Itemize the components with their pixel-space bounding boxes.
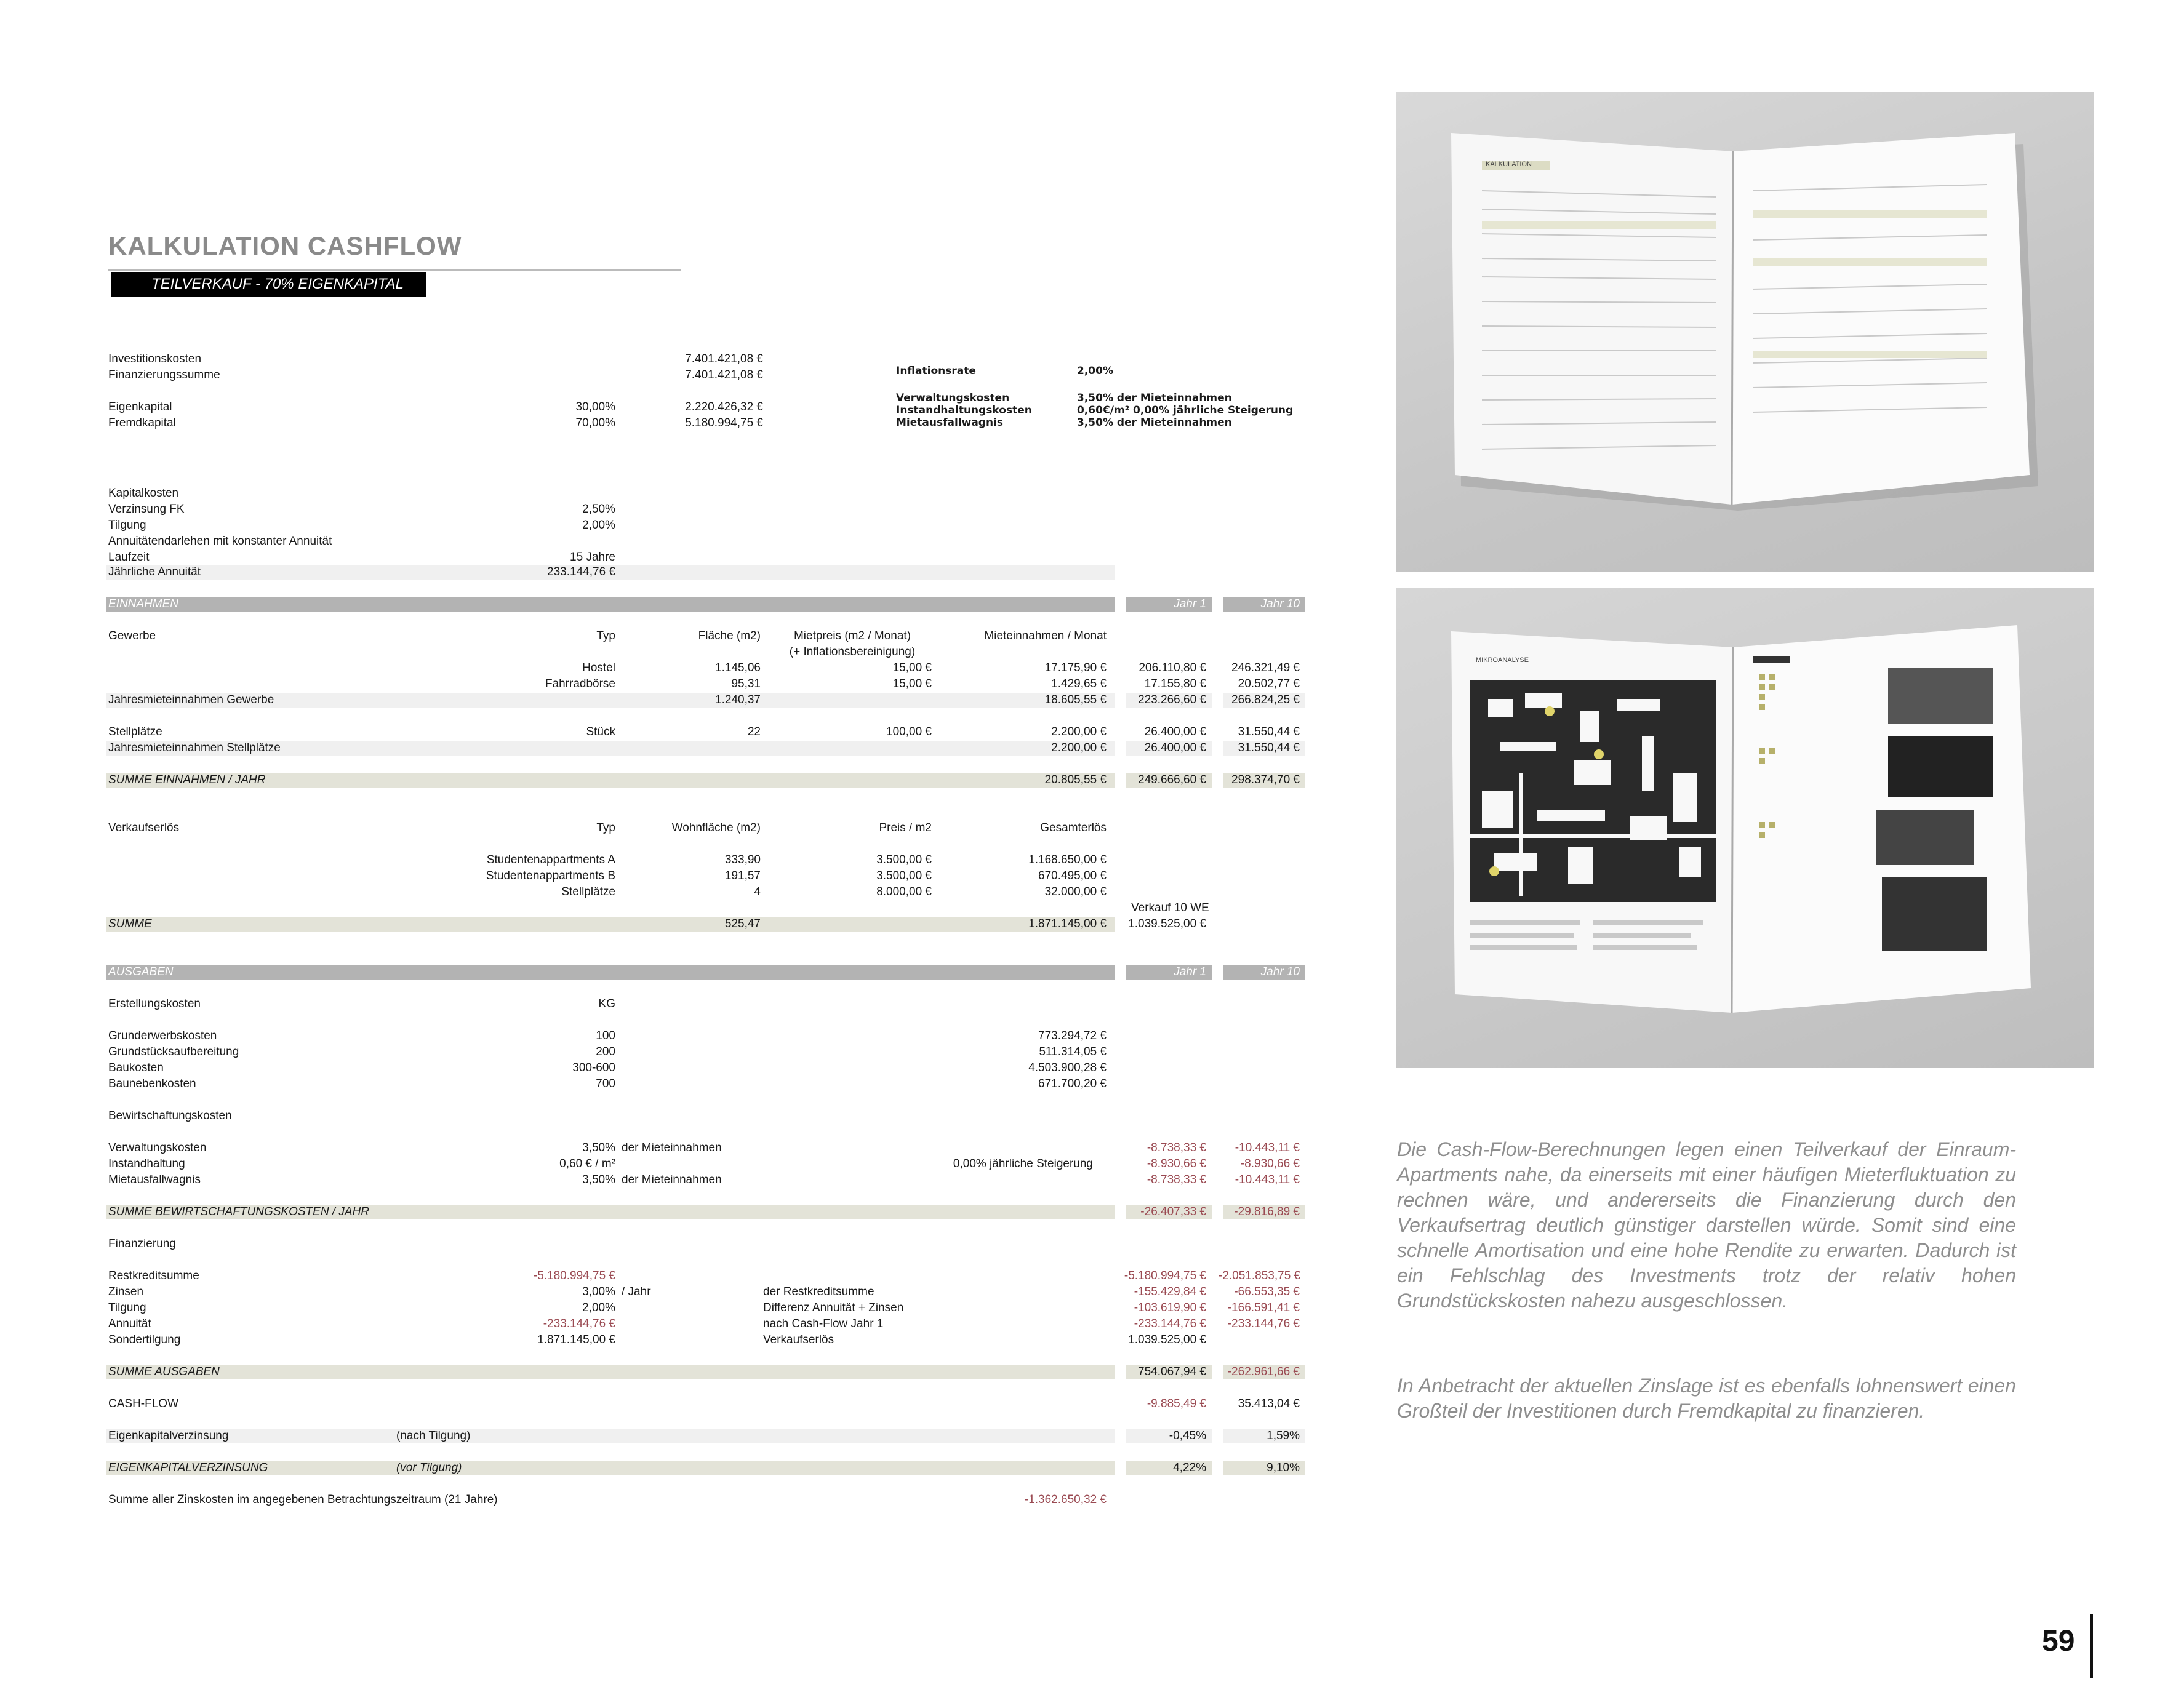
bewirt-row-jahr1: -8.738,33 € [1147,1173,1206,1186]
inflation-label: Inflationsrate [896,365,976,377]
booklet-map-illustration [1396,588,2094,1068]
stellplaetze-jahr10: 31.550,44 € [1238,725,1300,738]
row-jahr1: 206.110,80 € [1139,661,1206,674]
page-title: KALKULATION CASHFLOW [108,231,462,260]
row-jahr1: 17.155,80 € [1144,677,1206,690]
ausgaben-header-bar [106,965,1115,980]
jahrliche-annuitaet-label: Jährliche Annuität [108,565,201,578]
stellplaetze-anzahl: 22 [747,725,761,738]
laufzeit-value: 15 Jahre [570,551,615,564]
verkauf-label: Verkaufserlös [108,821,180,834]
erstellung-row-kg: 200 [596,1045,615,1058]
erstellung-row-value: 773.294,72 € [1038,1029,1107,1042]
zinsen-jahr10: -66.553,35 € [1234,1285,1300,1298]
fremdkapital-value: 5.180.994,75 € [685,417,763,429]
row-monat: 1.429,65 € [1051,677,1107,690]
erstellung-row-value: 511.314,05 € [1039,1045,1107,1058]
jahrliche-annuitaet-value: 233.144,76 € [547,565,615,578]
jm-stell-label: Jahresmieteinnahmen Stellplätze [108,741,281,754]
verkauf-row-preis: 8.000,00 € [876,885,932,898]
jm-stell-monat: 2.200,00 € [1051,741,1107,754]
verkauf-row-typ: Studentenappartments A [486,853,615,866]
erstellung-label: Erstellungskosten [108,997,201,1010]
bewirt-row-jahr10: -8.930,66 € [1240,1157,1300,1170]
stellplaetze-label: Stellplätze [108,725,162,738]
tilgung-label: Tilgung [108,519,146,532]
booklet-illustration [1396,92,2094,572]
booklet-photo-mikroanalyse [1396,588,2094,1068]
sondertilgung-value: 1.871.145,00 € [537,1333,615,1346]
einnahmen-header: EINNAHMEN [108,597,179,610]
verkauf-row-gesamt: 670.495,00 € [1038,869,1107,882]
zinskosten-label: Summe aller Zinskosten im angegebenen Betrachtungszeitraum (21 Jahre) [108,1493,498,1506]
jm-stell-jahr10: 31.550,44 € [1238,741,1300,754]
verkauf-row-gesamt: 1.168.650,00 € [1028,853,1107,866]
col-flaeche: Fläche (m2) [698,629,761,642]
title-divider [108,269,681,271]
stellplaetze-preis: 100,00 € [886,725,932,738]
cashflow-jahr1: -9.885,49 € [1147,1397,1206,1410]
annuitaet-fin-note: nach Cash-Flow Jahr 1 [763,1317,884,1330]
finanzierung-label: Finanzierung [108,1237,176,1250]
zinsen-jahr1: -155.429,84 € [1134,1285,1206,1298]
jm-gewerbe-monat: 18.605,55 € [1044,693,1107,706]
eigenkapital-label: Eigenkapital [108,401,172,413]
row-highlight [106,1429,1115,1443]
verkauf-row-gesamt: 32.000,00 € [1044,885,1107,898]
page-number-divider [2090,1614,2093,1678]
ekv2-jahr1: 4,22% [1173,1461,1206,1474]
row-jahr10: 20.502,77 € [1238,677,1300,690]
row-jahr10: 246.321,49 € [1231,661,1300,674]
annuitaet-fin-jahr1: -233.144,76 € [1134,1317,1206,1330]
erstellung-row-value: 4.503.900,28 € [1028,1061,1107,1074]
jahr10-header: Jahr 10 [1260,597,1300,610]
verkauf-col-typ: Typ [596,821,615,834]
zinsen-note: der Restkreditsumme [763,1285,874,1298]
ekv2-jahr10: 9,10% [1267,1461,1300,1474]
verkauf-row-flaeche: 333,90 [724,853,761,866]
verkauf-summe-verkauf10: 1.039.525,00 € [1128,917,1206,930]
einnahmen-header-bar [106,597,1115,612]
fremdkapital-pct: 70,00% [575,417,615,429]
row-flaeche: 1.145,06 [715,661,761,674]
investitionskosten-label: Investitionskosten [108,353,202,365]
erstellung-row-label: Baukosten [108,1061,164,1074]
annuitaet-label: Annuitätendarlehen mit konstanter Annuität [108,535,332,548]
row-mietpreis: 15,00 € [892,677,932,690]
sondertilgung-note: Verkaufserlös [763,1333,834,1346]
jm-gewerbe-jahr1: 223.266,60 € [1138,693,1206,706]
jahr10-header: Jahr 10 [1260,965,1300,978]
page-number: 59 [2042,1625,2075,1658]
finanzierungssumme-value: 7.401.421,08 € [685,369,763,381]
instandhaltung-rate-value: 0,60€/m² 0,00% jährliche Steigerung [1077,404,1294,417]
annuitaet-fin-label: Annuität [108,1317,151,1330]
jm-gewerbe-jahr10: 266.824,25 € [1231,693,1300,706]
sondertilgung-label: Sondertilgung [108,1333,181,1346]
summe-bewirt-jahr10: -29.816,89 € [1234,1205,1300,1218]
description-paragraph-2: In Anbetracht der aktuellen Zinslage ist es ebenfalls lohnenswert einen Großteil der Investitionen durch Fremdkapital zu finanzieren. [1397,1375,2016,1422]
description-paragraph-1: Die Cash-Flow-Berechnungen legen einen Teilverkauf der Einraum-Apartments nahe, da einerseits mit einer häufigen Mieterfluktuation zu rechnen wäre, und andererseits die Finanzierung durch den Verkaufsertrag deutlich günstiger darstellen würde. Somit sind eine schnelle Amortisation und eine hohe Rendite zu erwarten. Dadurch ist ein Fehlschlag des Investments trotz der relativ hohen Grundstückskosten nahezu ausgeschlossen. [1397,1138,2016,1312]
tilgung-fin-note: Differenz Annuität + Zinsen [763,1301,904,1314]
bewirt-row-rate: 3,50% [582,1173,615,1186]
bewirt-row-jahr10: -10.443,11 € [1235,1141,1300,1154]
restkredit-value: -5.180.994,75 € [533,1269,615,1282]
booklet-map-heading: MIKROANALYSE [1476,656,1529,664]
eigenkapital-pct: 30,00% [575,401,615,413]
row-mietpreis: 15,00 € [892,661,932,674]
verkauf-summe-label: SUMME [108,917,152,930]
mietausfall-rate-label: Mietausfallwagnis [896,417,1004,429]
bewirt-row-rate: 3,50% [582,1141,615,1154]
bewirt-row-jahr1: -8.930,66 € [1147,1157,1206,1170]
col-mietpreis: Mietpreis (m2 / Monat) [793,629,911,642]
subtitle-banner: TEILVERKAUF - 70% EIGENKAPITAL [111,272,426,297]
tilgung-fin-jahr10: -166.591,41 € [1227,1301,1300,1314]
bewirt-row-label: Instandhaltung [108,1157,185,1170]
summe-ausgaben-jahr10: -262.961,66 € [1227,1365,1300,1378]
mietausfall-rate-value: 3,50% der Mieteinnahmen [1077,417,1232,429]
gewerbe-label: Gewerbe [108,629,156,642]
bewirt-row-unit: der Mieteinnahmen [622,1173,722,1186]
annuitaet-fin-jahr10: -233.144,76 € [1227,1317,1300,1330]
jm-stell-jahr1: 26.400,00 € [1144,741,1206,754]
summe-einnahmen-monat: 20.805,55 € [1044,773,1107,786]
stellplaetze-typ: Stück [586,725,615,738]
booklet-heading: KALKULATION [1486,161,1532,168]
laufzeit-label: Laufzeit [108,551,150,564]
fremdkapital-label: Fremdkapital [108,417,176,429]
jm-gewerbe-label: Jahresmieteinnahmen Gewerbe [108,693,274,706]
verkauf10-label: Verkauf 10 WE [1131,901,1209,914]
col-mietpreis-sub: (+ Inflationsbereinigung) [789,645,916,658]
row-flaeche: 95,31 [731,677,761,690]
verkauf-row-preis: 3.500,00 € [876,853,932,866]
verkauf-col-wohnflaeche: Wohnfläche (m2) [671,821,761,834]
restkredit-jahr10: -2.051.853,75 € [1219,1269,1301,1282]
tilgung-fin-label: Tilgung [108,1301,146,1314]
cashflow-label: CASH-FLOW [108,1397,178,1410]
col-mieteinnahmen: Mieteinnahmen / Monat [984,629,1107,642]
erstellung-row-value: 671.700,20 € [1038,1077,1107,1090]
sondertilgung-jahr1: 1.039.525,00 € [1128,1333,1206,1346]
row-typ: Hostel [582,661,615,674]
instandhaltung-rate-label: Instandhaltungskosten [896,404,1032,417]
verkauf-summe-flaeche: 525,47 [724,917,761,930]
cashflow-jahr10: 35.413,04 € [1238,1397,1300,1410]
tilgung-fin-rate: 2,00% [582,1301,615,1314]
zinskosten-value: -1.362.650,32 € [1024,1493,1107,1506]
summe-einnahmen-label: SUMME EINNAHMEN / JAHR [108,773,266,786]
kapitalkosten-title: Kapitalkosten [108,487,179,500]
bewirt-row-unit: der Mieteinnahmen [622,1141,722,1154]
erstellung-row-label: Grundstücksaufbereitung [108,1045,239,1058]
tilgung-fin-jahr1: -103.619,90 € [1134,1301,1206,1314]
bewirt-row-note: 0,00% jährliche Steigerung [953,1157,1093,1170]
bewirt-row-rate: 0,60 € / m² [559,1157,615,1170]
ekv-label: Eigenkapitalverzinsung [108,1429,229,1442]
summe-einnahmen-jahr10: 298.374,70 € [1231,773,1300,786]
bewirt-row-jahr10: -10.443,11 € [1235,1173,1300,1186]
verkauf-row-typ: Stellplätze [561,885,615,898]
kg-label: KG [598,997,615,1010]
erstellung-row-kg: 100 [596,1029,615,1042]
stellplaetze-monat: 2.200,00 € [1051,725,1107,738]
col-typ: Typ [596,629,615,642]
row-monat: 17.175,90 € [1044,661,1107,674]
ekv2-label: EIGENKAPITALVERZINSUNG [108,1461,268,1474]
erstellung-row-kg: 700 [596,1077,615,1090]
verwaltung-rate-label: Verwaltungskosten [896,392,1010,404]
verkauf-row-flaeche: 4 [754,885,761,898]
bewirt-row-label: Verwaltungskosten [108,1141,207,1154]
verzinsung-label: Verzinsung FK [108,503,185,516]
verkauf-row-flaeche: 191,57 [724,869,761,882]
restkredit-jahr1: -5.180.994,75 € [1124,1269,1206,1282]
bewirt-label: Bewirtschaftungskosten [108,1109,232,1122]
annuitaet-fin-value: -233.144,76 € [543,1317,615,1330]
tilgung-value: 2,00% [582,519,615,532]
summe-ausgaben-label: SUMME AUSGABEN [108,1365,220,1378]
jahr1-header: Jahr 1 [1174,965,1206,978]
summe-einnahmen-jahr1: 249.666,60 € [1138,773,1206,786]
verkauf-row-preis: 3.500,00 € [876,869,932,882]
verkauf-summe-gesamt: 1.871.145,00 € [1028,917,1107,930]
ausgaben-header: AUSGABEN [108,965,174,978]
jm-gewerbe-flaeche: 1.240,37 [715,693,761,706]
restkredit-label: Restkreditsumme [108,1269,199,1282]
ekv-note: (nach Tilgung) [396,1429,471,1442]
ekv-jahr1: -0,45% [1169,1429,1206,1442]
summe-ausgaben-jahr1: 754.067,94 € [1138,1365,1206,1378]
zinsen-rate: 3,00% [582,1285,615,1298]
booklet-photo-kalkulation [1396,92,2094,572]
stellplaetze-jahr1: 26.400,00 € [1144,725,1206,738]
ekv-jahr10: 1,59% [1267,1429,1300,1442]
row-typ: Fahrradbörse [545,677,615,690]
erstellung-row-kg: 300-600 [572,1061,615,1074]
inflation-value: 2,00% [1077,365,1113,377]
bewirt-row-jahr1: -8.738,33 € [1147,1141,1206,1154]
summe-bewirt-jahr1: -26.407,33 € [1140,1205,1206,1218]
verkauf-col-gesamt: Gesamterlös [1040,821,1107,834]
eigenkapital-value: 2.220.426,32 € [685,401,763,413]
verzinsung-value: 2,50% [582,503,615,516]
verwaltung-rate-value: 3,50% der Mieteinnahmen [1077,392,1232,404]
jahr1-header: Jahr 1 [1174,597,1206,610]
investitionskosten-value: 7.401.421,08 € [685,353,763,365]
erstellung-row-label: Grunderwerbskosten [108,1029,217,1042]
verkauf-col-preis: Preis / m2 [879,821,932,834]
finanzierungssumme-label: Finanzierungssumme [108,369,220,381]
summe-bar [106,1365,1115,1379]
zinsen-unit: / Jahr [622,1285,651,1298]
bewirt-row-label: Mietausfallwagnis [108,1173,201,1186]
erstellung-row-label: Baunebenkosten [108,1077,196,1090]
zinsen-label: Zinsen [108,1285,144,1298]
verkauf-row-typ: Studentenappartments B [486,869,615,882]
summe-bewirt-label: SUMME BEWIRTSCHAFTUNGSKOSTEN / JAHR [108,1205,370,1218]
ekv2-note: (vor Tilgung) [396,1461,462,1474]
